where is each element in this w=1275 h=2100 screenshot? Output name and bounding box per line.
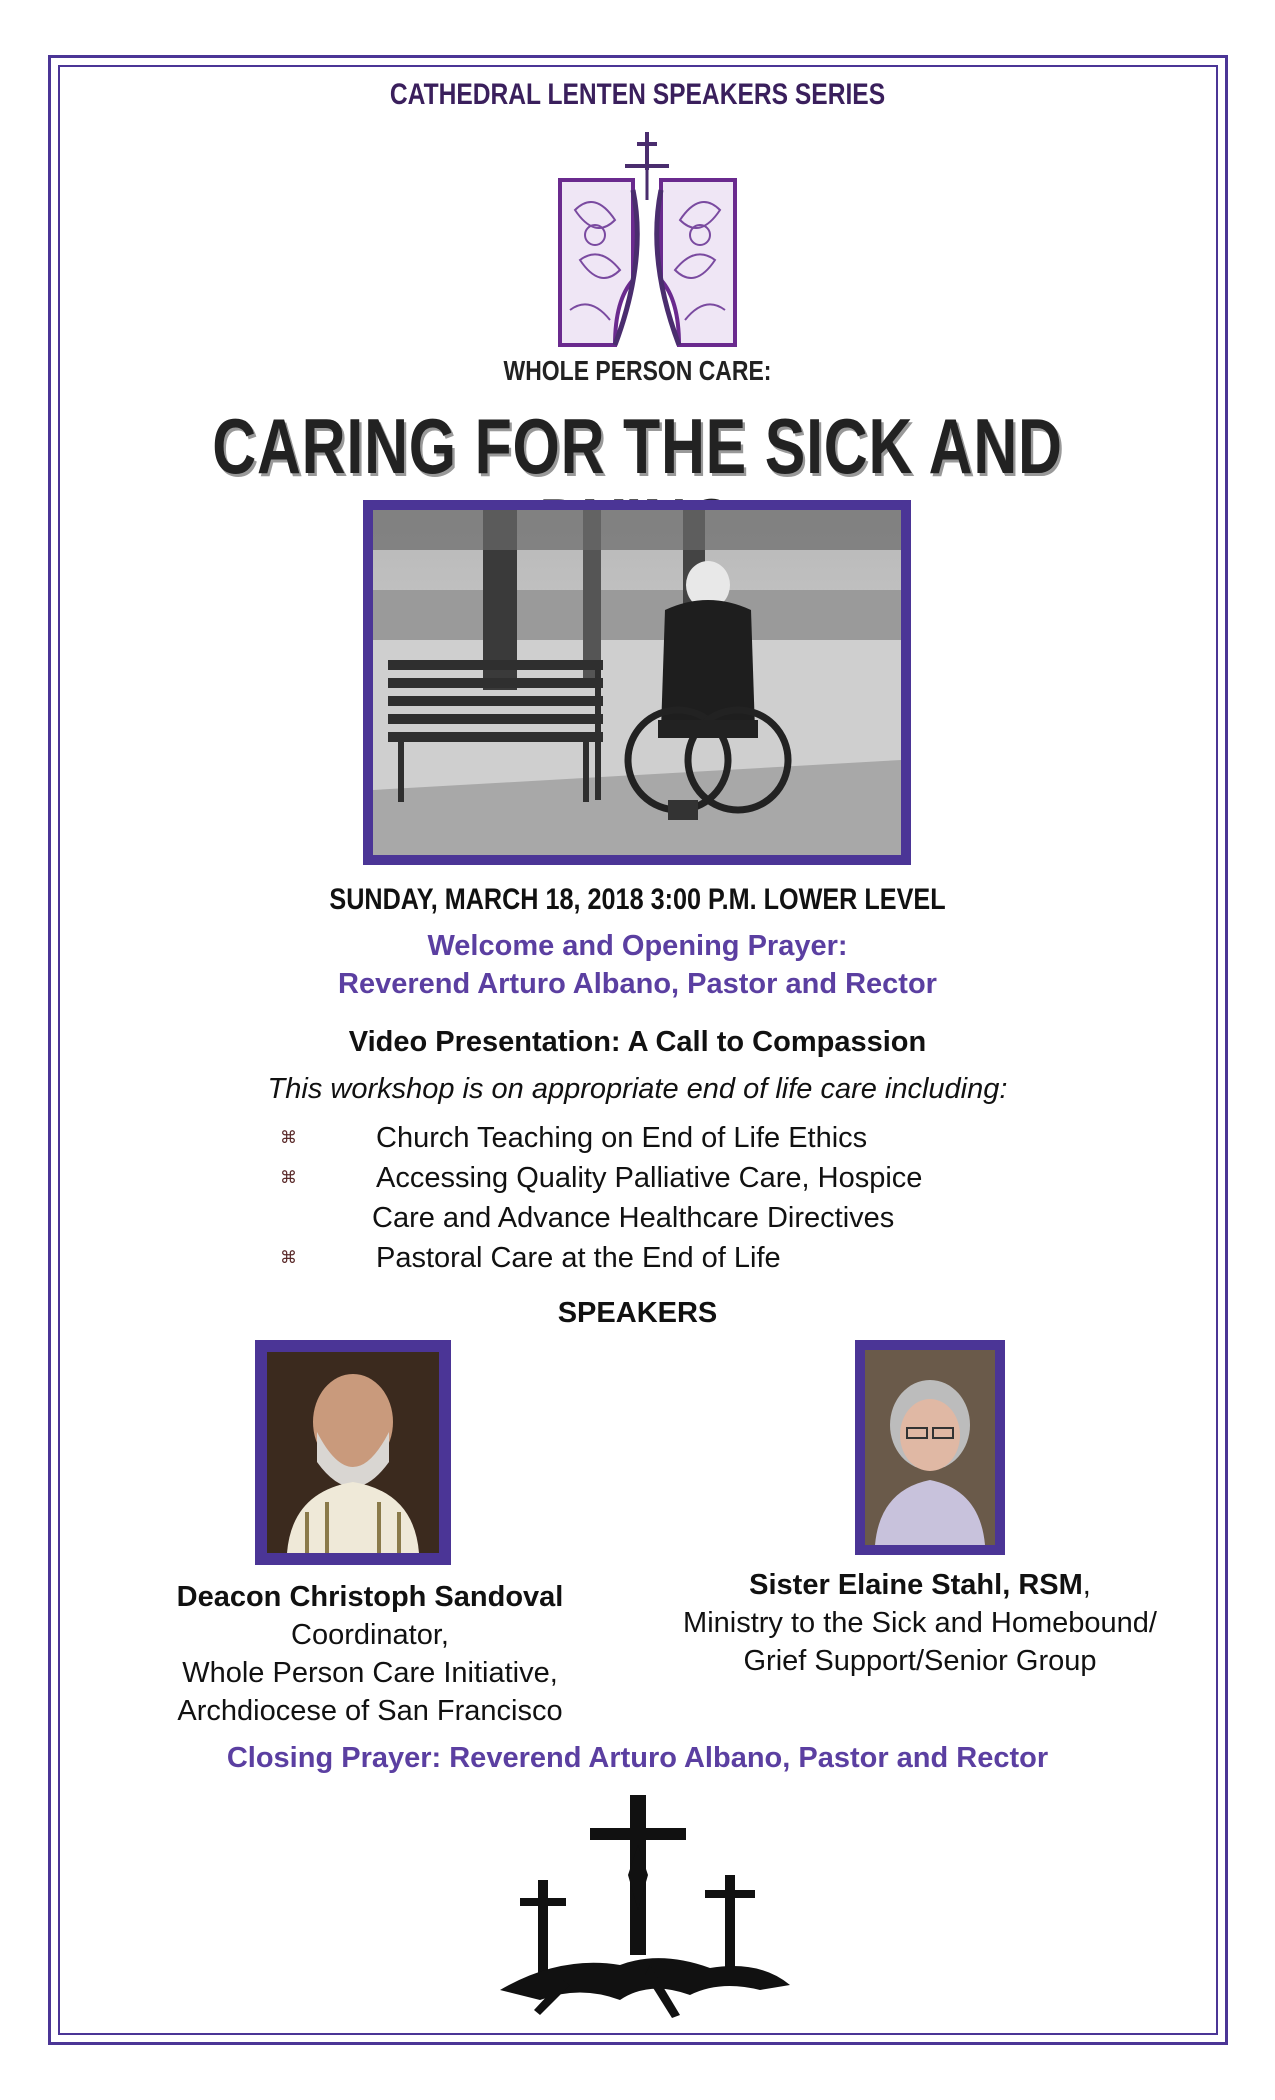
speaker-1-info	[110, 1578, 630, 1730]
speaker-2-name-suffix: ,	[1082, 1569, 1091, 1601]
speaker-2-role-line-2: Grief Support/Senior Group	[743, 1645, 1097, 1677]
speaker-2-info	[640, 1566, 1200, 1680]
list-item	[280, 1118, 1080, 1158]
welcome-line-2: Reverend Arturo Albano, Pastor and Rector	[338, 968, 937, 1000]
closing-prayer: Closing Prayer: Reverend Arturo Albano, Pastor and Rector	[226, 1742, 1049, 1774]
list-item-label-cont: Care and Advance Healthcare Directives	[372, 1202, 895, 1234]
bullet-icon: ⌘	[280, 1168, 297, 1187]
speaker-1-role: Coordinator,	[291, 1619, 449, 1651]
video-presentation: Video Presentation: A Call to Compassion	[348, 1026, 927, 1058]
speaker-1-photo	[255, 1340, 451, 1565]
speaker-1-name: Deacon Christoph Sandoval	[176, 1581, 564, 1613]
bullet-icon: ⌘	[280, 1248, 297, 1267]
wheelchair-bench-photo	[363, 500, 911, 865]
event-date-line: SUNDAY, MARCH 18, 2018 3:00 P.M. LOWER LEVEL	[329, 883, 946, 916]
topic-list	[280, 1118, 1080, 1278]
speakers-heading: SPEAKERS	[557, 1297, 718, 1329]
list-item-label: Accessing Quality Palliative Care, Hospice	[376, 1162, 923, 1194]
page-title: CARING FOR THE SICK AND	[212, 402, 1063, 490]
series-title: CATHEDRAL LENTEN SPEAKERS SERIES	[389, 78, 886, 111]
list-item-label: Church Teaching on End of Life Ethics	[376, 1122, 868, 1154]
cathedral-logo-icon	[555, 130, 740, 350]
workshop-description: This workshop is on appropriate end of life care including:	[267, 1073, 1008, 1105]
speaker-1-org-line-1: Whole Person Care Initiative,	[182, 1657, 558, 1689]
speaker-2-name: Sister Elaine Stahl, RSM	[749, 1569, 1083, 1601]
welcome-line-1: Welcome and Opening Prayer:	[427, 930, 848, 962]
subtitle: WHOLE PERSON CARE:	[503, 355, 772, 386]
speaker-1-org-line-2: Archdiocese of San Francisco	[177, 1695, 563, 1727]
list-item-label: Pastoral Care at the End of Life	[376, 1242, 781, 1274]
list-item	[280, 1158, 1080, 1238]
three-crosses-icon	[500, 1790, 790, 2020]
list-item	[280, 1238, 1080, 1278]
bullet-icon: ⌘	[280, 1128, 297, 1147]
speaker-2-photo	[855, 1340, 1005, 1555]
speaker-2-role-line-1: Ministry to the Sick and Homebound/	[683, 1607, 1157, 1639]
